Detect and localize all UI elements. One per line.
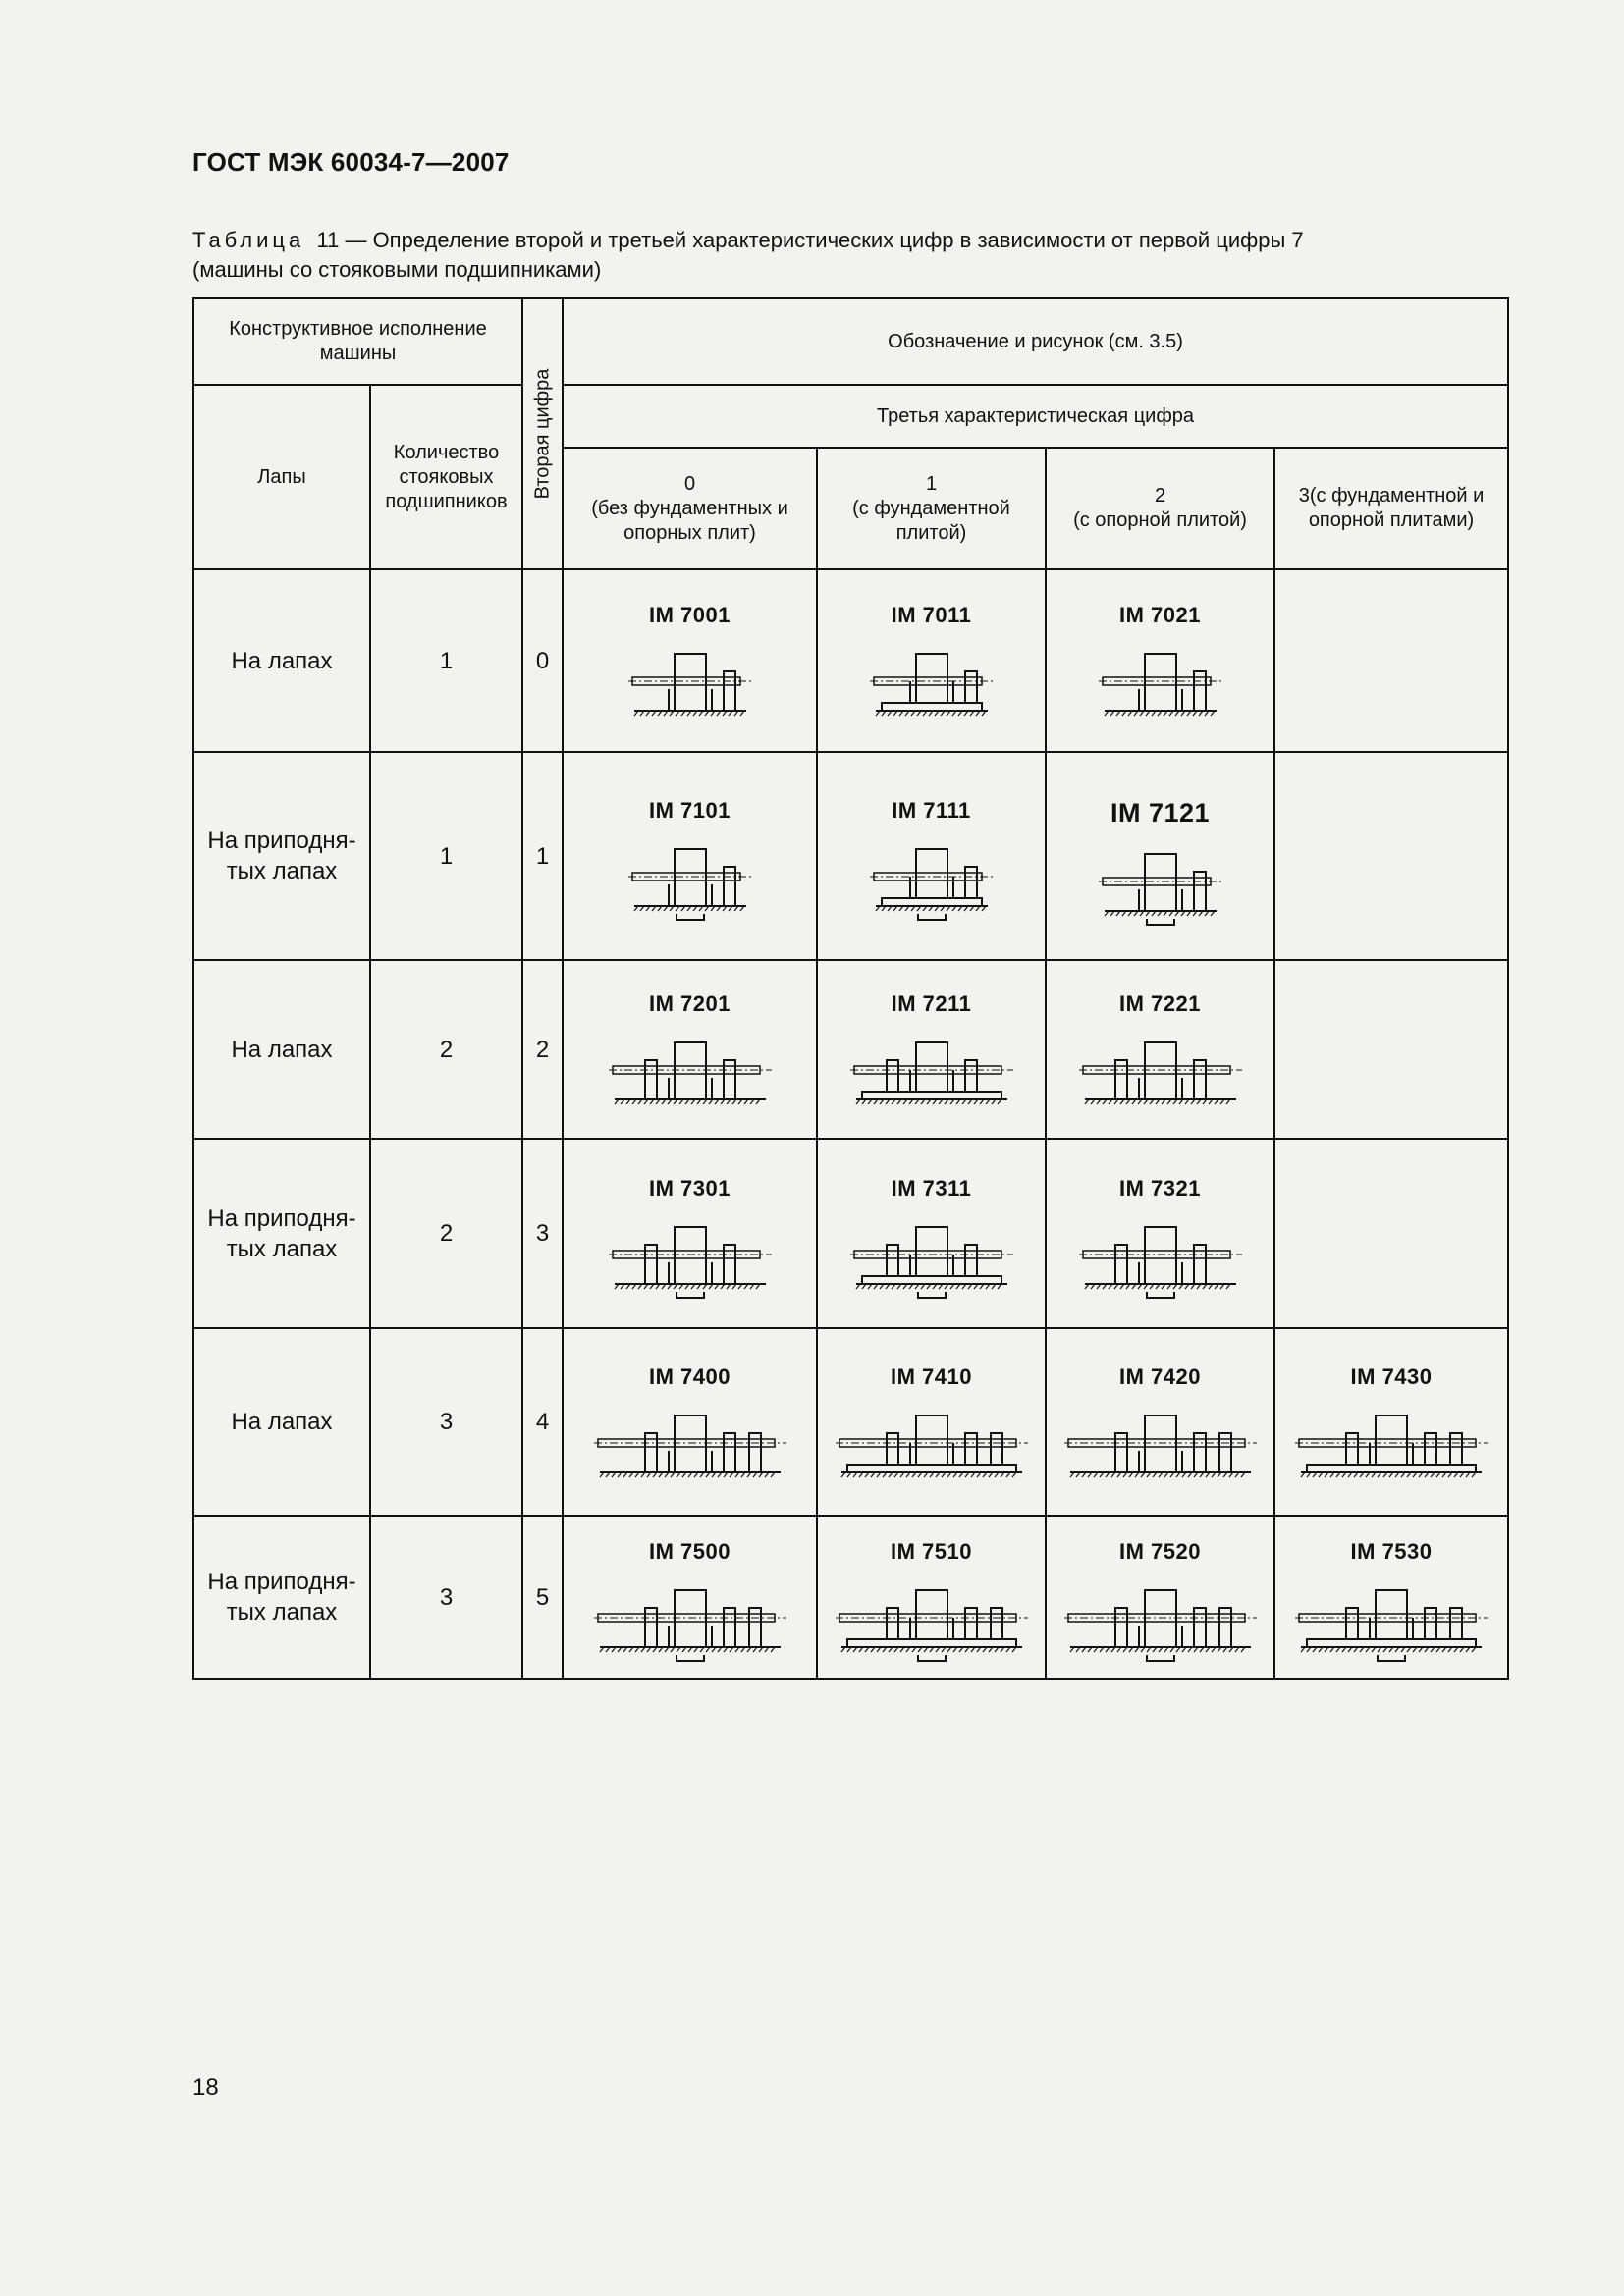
caption-line-1: 11 — Определение второй и третьей характеристических цифр в зависимости от первой цифры 7	[316, 228, 1304, 252]
im-code: IM 7011	[891, 603, 972, 627]
row-bearings: 1	[370, 752, 522, 960]
im-code: IM 7101	[649, 798, 731, 823]
header-bearings: Количество стояковых подшипников	[370, 385, 522, 569]
row-second-digit: 4	[522, 1328, 563, 1516]
machine-sketch	[1062, 1400, 1259, 1498]
header-col-0: 0 (без фундаментных и опорных плит)	[563, 448, 817, 569]
header-col-1: 1 (с фундаментной плитой)	[817, 448, 1046, 569]
im-cell	[1274, 960, 1508, 1139]
header-designation: Обозначение и рисунок (см. 3.5)	[563, 298, 1508, 385]
row-bearings: 2	[370, 1139, 522, 1328]
im-cell	[1274, 1328, 1508, 1516]
machine-sketch	[626, 833, 754, 932]
im-designation-table	[192, 297, 1509, 1680]
im-cell	[1274, 1516, 1508, 1679]
im-cell	[817, 752, 1046, 960]
document-title: ГОСТ МЭК 60034-7—2007	[192, 147, 510, 177]
row-second-digit: 2	[522, 960, 563, 1139]
im-cell	[817, 1139, 1046, 1328]
im-code: IM 7121	[1110, 797, 1211, 828]
caption-label: Таблица	[192, 228, 305, 252]
machine-sketch	[834, 1575, 1030, 1673]
table-row	[193, 960, 1508, 1139]
header-col-2: 2 (с опорной плитой)	[1046, 448, 1274, 569]
im-cell	[817, 1516, 1046, 1679]
row-second-digit: 5	[522, 1516, 563, 1679]
im-cell	[1046, 1139, 1274, 1328]
machine-sketch	[1077, 1211, 1244, 1309]
machine-sketch	[607, 1027, 774, 1125]
im-code: IM 7221	[1119, 991, 1201, 1016]
row-second-digit: 3	[522, 1139, 563, 1328]
header-feet: Лапы	[193, 385, 370, 569]
im-code: IM 7321	[1119, 1175, 1201, 1201]
machine-sketch	[1293, 1575, 1489, 1673]
im-cell	[1046, 569, 1274, 752]
machine-sketch	[848, 1211, 1015, 1309]
im-code: IM 7530	[1350, 1539, 1433, 1564]
im-code: IM 7510	[891, 1539, 972, 1564]
im-code: IM 7311	[891, 1175, 972, 1201]
im-cell	[1046, 1516, 1274, 1679]
row-second-digit: 1	[522, 752, 563, 960]
machine-sketch	[626, 638, 754, 736]
table-row	[193, 569, 1508, 752]
row-bearings: 1	[370, 569, 522, 752]
im-code: IM 7410	[891, 1363, 972, 1389]
row-feet: На приподня- тых лапах	[193, 752, 370, 960]
machine-sketch	[1097, 838, 1224, 936]
page-number: 18	[192, 2074, 219, 2101]
row-feet: На лапах	[193, 1328, 370, 1516]
im-cell	[563, 960, 817, 1139]
im-cell	[1274, 569, 1508, 752]
im-cell	[1046, 752, 1274, 960]
im-cell	[1274, 752, 1508, 960]
machine-sketch	[848, 1027, 1015, 1125]
row-feet: На лапах	[193, 960, 370, 1139]
im-code: IM 7301	[649, 1175, 731, 1201]
table-row	[193, 1516, 1508, 1679]
header-second-digit: Вторая цифра	[522, 298, 563, 569]
im-cell	[1046, 960, 1274, 1139]
row-bearings: 3	[370, 1328, 522, 1516]
caption-line-2: (машины со стояковыми подшипниками)	[192, 257, 602, 282]
machine-sketch	[1097, 638, 1224, 736]
im-code: IM 7430	[1350, 1363, 1433, 1389]
machine-sketch	[834, 1400, 1030, 1498]
row-feet: На приподня- тых лапах	[193, 1139, 370, 1328]
machine-sketch	[1293, 1400, 1489, 1498]
row-feet: На лапах	[193, 569, 370, 752]
im-cell	[563, 1139, 817, 1328]
header-col-3: 3(с фундаментной и опорной плитами)	[1274, 448, 1508, 569]
im-cell	[563, 569, 817, 752]
machine-sketch	[592, 1575, 788, 1673]
table-row	[193, 1139, 1508, 1328]
table-row	[193, 1328, 1508, 1516]
im-cell	[817, 1328, 1046, 1516]
machine-sketch	[868, 833, 996, 932]
im-cell	[817, 569, 1046, 752]
im-code: IM 7400	[649, 1363, 731, 1389]
row-second-digit: 0	[522, 569, 563, 752]
row-feet: На приподня- тых лапах	[193, 1516, 370, 1679]
im-cell	[563, 1516, 817, 1679]
im-cell	[563, 752, 817, 960]
header-design: Конструктивное исполнение машины	[193, 298, 522, 385]
im-cell	[1046, 1328, 1274, 1516]
im-cell	[563, 1328, 817, 1516]
im-code: IM 7520	[1119, 1539, 1201, 1564]
im-code: IM 7111	[892, 798, 971, 823]
machine-sketch	[1077, 1027, 1244, 1125]
table-caption	[192, 226, 1508, 285]
machine-sketch	[868, 638, 996, 736]
im-code: IM 7201	[649, 991, 731, 1016]
header-third-digit: Третья характеристическая цифра	[563, 385, 1508, 448]
im-code: IM 7500	[649, 1539, 731, 1564]
im-cell	[1274, 1139, 1508, 1328]
machine-sketch	[592, 1400, 788, 1498]
im-code: IM 7021	[1119, 603, 1201, 627]
row-bearings: 2	[370, 960, 522, 1139]
machine-sketch	[1062, 1575, 1259, 1673]
im-code: IM 7001	[649, 603, 731, 627]
im-code: IM 7420	[1119, 1363, 1201, 1389]
table-row	[193, 752, 1508, 960]
row-bearings: 3	[370, 1516, 522, 1679]
machine-sketch	[607, 1211, 774, 1309]
im-cell	[817, 960, 1046, 1139]
im-code: IM 7211	[891, 991, 972, 1016]
